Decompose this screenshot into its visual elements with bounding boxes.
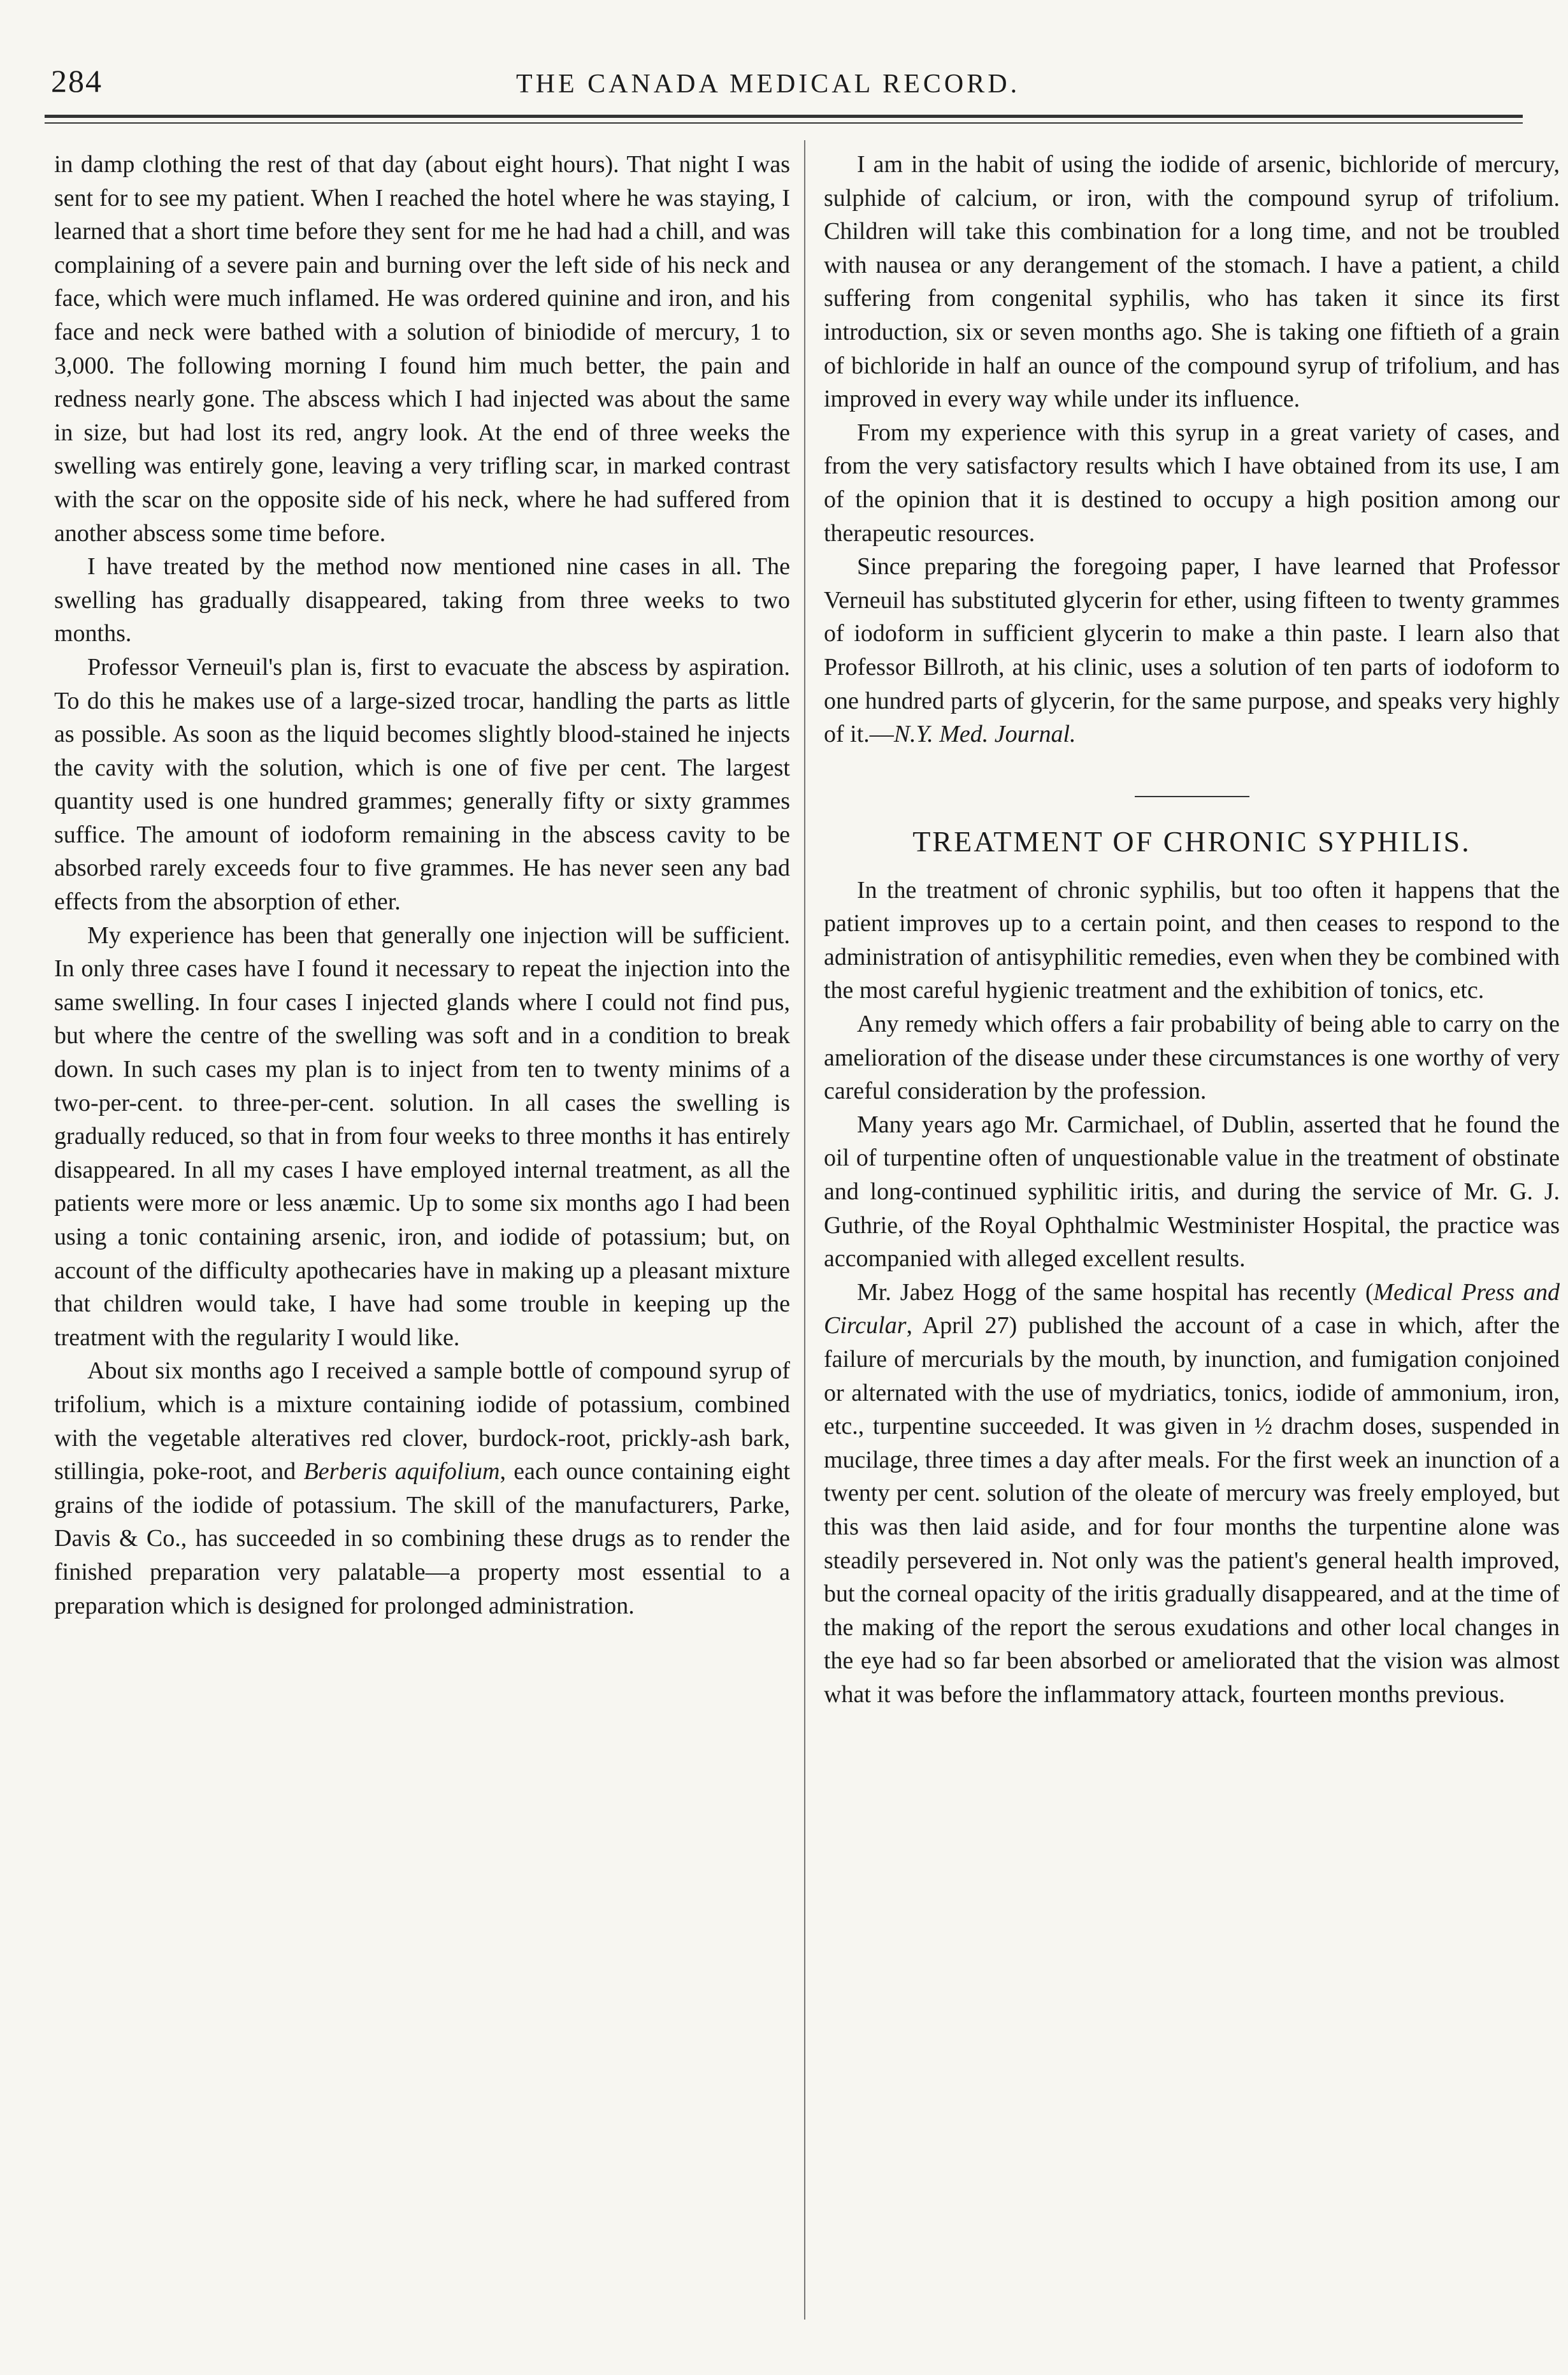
source-citation: N.Y. Med. Journal. <box>893 721 1076 748</box>
text-run: Mr. Jabez Hogg of the same hospital has recently ( <box>857 1278 1374 1306</box>
paragraph: I am in the habit of using the iodide of arsenic, bichloride of mercury, sulphide of calcium, or iron, with the compound syrup of trifolium. Children will take this combination for a long time, and not be troubled with nausea or any derangement of the stomach. I have a patient, a child suffering from congenital syphilis, who has taken it since its first introduction, six or seven months ago. She is taking one fiftieth of a grain of bichloride in half an ounce of the compound syrup of trifolium, and has improved in every way while under its influence. <box>824 151 1560 413</box>
text-run: , April 27) published the account of a case in which, after the failure of mercurials by the mouth, by inunction, and fumigation conjoined or alternated with the use of mydriatics, tonics, iodide of ammonium, iron, etc., turpentine succeeded. It was given in ½ drachm doses, suspended in mucilage, three times a day after meals. For the first week an inunction of a twenty per cent. solution of the oleate of mercury was freely employed, but this was then laid aside, and for four months the turpentine alone was steadily persevered in. Not only was the patient's general health improved, but the corneal opacity of the iritis gradually disappeared, and at the time of the making of the report the serous exudations and other local changes in the eye had so far been absorbed or ameliorated that the vision was almost what it was before the inflammatory attack, fourteen months previous. <box>824 1312 1560 1708</box>
column-divider <box>804 140 805 2320</box>
left-column <box>54 148 790 2346</box>
paragraph <box>54 1354 790 1622</box>
paragraph: My experience has been that generally one injection will be sufficient. In only three cases have I found it necessary to repeat the injection into the same swelling. In four cases I injected glands where I could not find pus, but where the centre of the swelling was soft and in a condition to break down. In such cases my plan is to inject from ten to twenty minims of a two-per-cent. to three-per-cent. solution. In all cases the swelling is gradually reduced, so that in from four weeks to three months it has entirely disappeared. In all my cases I have employed internal treatment, as all the patients were more or less anæmic. Up to some six months ago I had been using a tonic containing arsenic, iron, and iodide of potassium; but, on account of the difficulty apothecaries have in making up a pleasant mixture that children would take, I have had some trouble in keeping up the treatment with the regularity I would like. <box>54 921 790 1351</box>
paragraph: In the treatment of chronic syphilis, but too often it happens that the patient improves up to a certain point, and then ceases to respond to the administration of antisyphilitic remedies, even when they be combined with the most careful hygienic treatment and the exhibition of tonics, etc. <box>824 876 1560 1004</box>
article-title: TREATMENT OF CHRONIC SYPHILIS. <box>912 825 1471 858</box>
paragraph: Any remedy which offers a fair probability of being able to carry on the amelioration of the disease under these circumstances is one worthy of very careful consideration by the profession. <box>824 1011 1560 1105</box>
text-run: Since preparing the foregoing paper, I have learned that Professor Verneuil has substituted glycerin for ether, using fifteen to twenty grammes of iodoform in sufficient glycerin to make a thin paste. I learn also that Professor Billroth, at his clinic, uses a solution of ten parts of iodoform to one hundred parts of glycerin, for the same purpose, and speaks very highly of it.— <box>824 553 1560 748</box>
text-run: , each ounce containing eight grains of the iodide of potassium. The skill of the manufacturers, Parke, Davis & Co., has succeeded in so combining these drugs as to render the finished preparation very palatable—a property most essential to a preparation which is designed for prolonged administration. <box>54 1458 790 1619</box>
italic-term: Berberis aquifolium <box>303 1458 500 1485</box>
paragraph: From my experience with this syrup in a great variety of cases, and from the very satisfactory results which I have obtained from its use, I am of the opinion that it is destined to occupy a high position among our therapeutic resources. <box>824 419 1560 547</box>
text-run: About six months ago I received a sample bottle of compound syrup of trifolium, which is a mixture containing iodide of potassium, combined with the vegetable alteratives red clover, burdock-root, prickly-ash bark, stillingia, poke-root, and <box>54 1357 790 1485</box>
paragraph: in damp clothing the rest of that day (about eight hours). That night I was sent for to see my patient. When I reached the hotel where he was staying, I learned that a short time before they sent for me he had had a chill, and was complaining of a severe pain and burning over the left side of his neck and face, which were much inflamed. He was ordered quinine and iron, and his face and neck were bathed with a solution of biniodide of mercury, 1 to 3,000. The following morning I found him much better, the pain and redness nearly gone. The abscess which I had injected was about the same in size, but had lost its red, angry look. At the end of three weeks the swelling was entirely gone, leaving a very trifling scar, in marked contrast with the scar on the opposite side of his neck, where he had suffered from another abscess some time before. <box>54 151 790 547</box>
paragraph <box>824 1276 1560 1712</box>
article-separator <box>1135 796 1249 797</box>
right-column <box>824 148 1560 2346</box>
paragraph: I have treated by the method now mentioned nine cases in all. The swelling has gradually disappeared, taking from three weeks to two months. <box>54 553 790 647</box>
paragraph: Professor Verneuil's plan is, first to evacuate the abscess by aspiration. To do this he makes use of a large-sized trocar, handling the parts as little as possible. As soon as the liquid becomes slightly blood-stained he injects the cavity with the solution, which is one of five per cent. The largest quantity used is one hundred grammes; generally fifty or sixty grammes suffice. The amount of iodoform remaining in the abscess cavity to be absorbed rarely exceeds four to five grammes. He has never seen any bad effects from the absorption of ether. <box>54 653 790 916</box>
italic-citation: Medical Press and Circular <box>824 1278 1560 1339</box>
paragraph: Many years ago Mr. Carmichael, of Dublin, asserted that he found the oil of turpentine often of unquestionable value in the treatment of obstinate and long-continued syphilitic iritis, and during the service of Mr. G. J. Guthrie, of the Royal Ophthalmic Westminister Hospital, the practice was accompanied with alleged excellent results. <box>824 1111 1560 1273</box>
page-header <box>45 38 1523 108</box>
header-rule-thick <box>45 115 1523 118</box>
header-rule-thin <box>45 122 1523 124</box>
running-head: THE CANADA MEDICAL RECORD. <box>516 69 1021 99</box>
paragraph <box>824 550 1560 751</box>
page-number: 284 <box>51 63 103 99</box>
